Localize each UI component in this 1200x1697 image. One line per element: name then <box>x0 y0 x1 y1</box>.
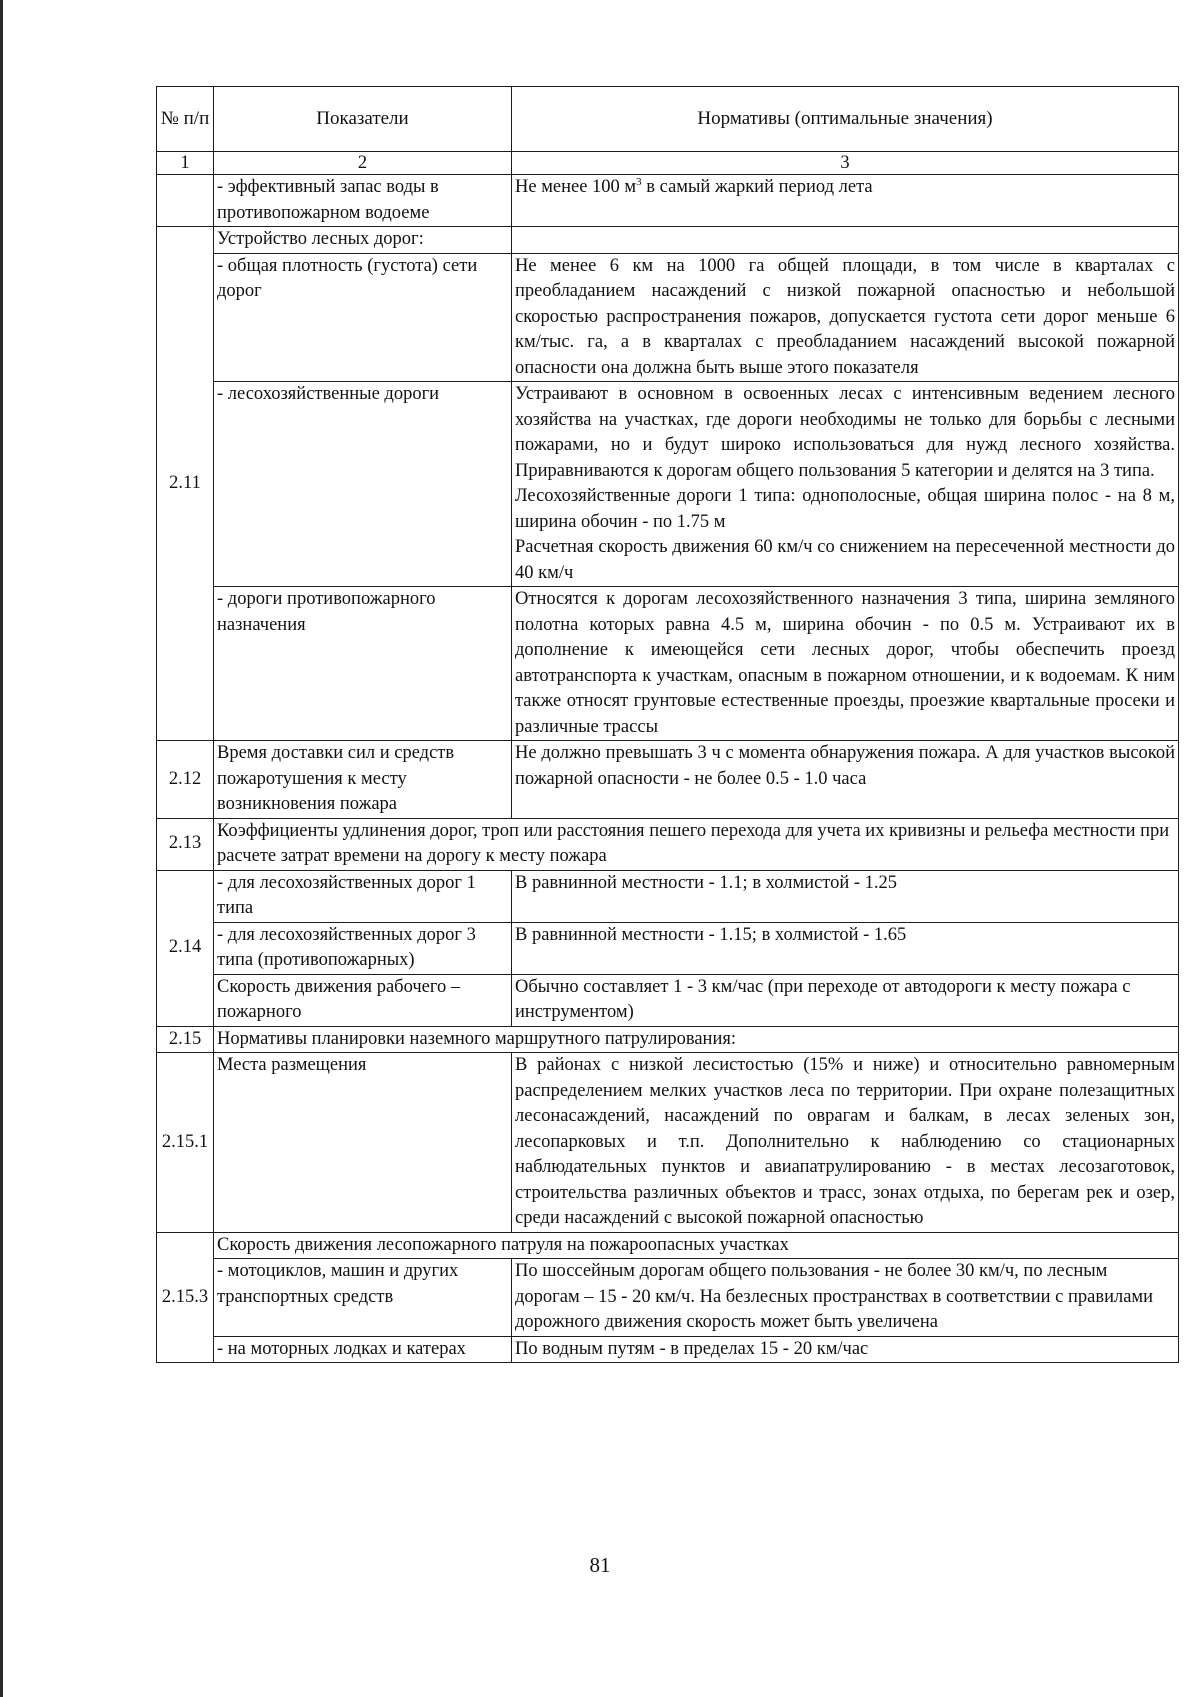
table-row <box>157 1026 1179 1053</box>
column-number-1: 1 <box>157 152 214 175</box>
type1-roads-label: - для лесохозяйственных дорог 1 типа <box>214 870 512 922</box>
column-number-2: 2 <box>214 152 512 175</box>
table-row <box>157 253 1179 382</box>
norms-table <box>156 86 1179 1363</box>
coefficients-text: Коэффициенты удлинения дорог, троп или расстояния пешего перехода для учета их кривизны и рельефа местности при расчете затрат времени на дорогу к месту пожара <box>214 818 1179 870</box>
forest-roads-paragraph-2: Лесохозяйственные дороги 1 типа: однополосные, общая ширина полос - на 8 м, ширина обочин - по 1.75 м <box>515 486 1175 532</box>
roads-heading-value <box>512 227 1179 254</box>
table-row <box>157 870 1179 922</box>
water-value-pre: Не менее 100 м <box>515 177 637 197</box>
patrol-speed-heading: Скорость движения лесопожарного патруля на пожароопасных участках <box>214 1232 1179 1259</box>
fire-roads-value: Относятся к дорогам лесохозяйственного назначения 3 типа, ширина земляного полотна которых равна 4.5 м, ширина обочин - по 0.5 м. Устраивают их в дополнение к имеющейся сети лесных дорог, чтобы обеспечить проезд автотранспорта к участкам, опасным в пожарном отношении, и к водоемам. К ним также относят грунтовые естественные проезды, проезжие квартальные просеки и различные трассы <box>512 587 1179 741</box>
table-row <box>157 1336 1179 1363</box>
table-row <box>157 741 1179 819</box>
type3-roads-value: В равнинной местности - 1.15; в холмистой - 1.65 <box>512 922 1179 974</box>
vehicles-value: По шоссейным дорогам общего пользования - не более 30 км/ч, по лесным дорогам – 15 - 20 км/ч. На безлесных пространствах в соответствии с правилами дорожного движения скорость может быть увеличена <box>512 1259 1179 1337</box>
placement-value: В районах с низкой лесистостью (15% и ниже) и относительно равномерным распределением мелких участков леса по территории. При охране полезащитных лесонасаждений, насаждений по оврагам и балкам, в лесах зеленых зон, лесопарковых и т.п. Дополнительно к наблюдению со стационарных наблюдательных пунктов и авиапатрулированию - в местах лесозаготовок, строительства различных объектов и трасс, зонах отдыха, по берегам рек и озер, среди насаждений с высокой пожарной опасностью <box>512 1053 1179 1233</box>
placement-label: Места размещения <box>214 1053 512 1233</box>
water-value-post: в самый жаркий период лета <box>641 177 873 197</box>
table-row <box>157 1259 1179 1337</box>
type1-roads-value: В равнинной местности - 1.1; в холмистой - 1.25 <box>512 870 1179 922</box>
table-row <box>157 1232 1179 1259</box>
column-number-3: 3 <box>512 152 1179 175</box>
scan-edge-line <box>0 0 3 1697</box>
table-row <box>157 974 1179 1026</box>
forest-roads-paragraph-3: Расчетная скорость движения 60 км/ч со снижением на пересеченной местности до 40 км/ч <box>515 537 1175 583</box>
density-value: Не менее 6 км на 1000 га общей площади, в том числе в кварталах с преобладанием насаждений с низкой пожарной опасностью и небольшой скоростью распространения пожаров, допускается густота сети дорог меньше 6 км/тыс. га, а в кварталах с преобладанием насаждений высокой пожарной опасности она должна быть выше этого показателя <box>512 253 1179 382</box>
header-number: № п/п <box>157 87 214 152</box>
fire-roads-label: - дороги противопожарного назначения <box>214 587 512 741</box>
forest-roads-value <box>512 382 1179 587</box>
table-row <box>157 587 1179 741</box>
density-label: - общая плотность (густота) сети дорог <box>214 253 512 382</box>
table-row <box>157 382 1179 587</box>
table-row <box>157 227 1179 254</box>
row-number-2-11: 2.11 <box>157 227 214 741</box>
header-indicators: Показатели <box>214 87 512 152</box>
worker-speed-value: Обычно составляет 1 - 3 км/час (при переходе от автодороги к месту пожара с инструментом) <box>512 974 1179 1026</box>
row-number-2-12: 2.12 <box>157 741 214 819</box>
header-norms: Нормативы (оптимальные значения) <box>512 87 1179 152</box>
delivery-time-value: Не должно превышать 3 ч с момента обнаружения пожара. А для участков высокой пожарной опасности - не более 0.5 - 1.0 часа <box>512 741 1179 819</box>
type3-roads-label: - для лесохозяйственных дорог 3 типа (противопожарных) <box>214 922 512 974</box>
water-label: - эффективный запас воды в противопожарном водоеме <box>214 175 512 227</box>
row-number-2-15: 2.15 <box>157 1026 214 1053</box>
worker-speed-label: Скорость движения рабочего – пожарного <box>214 974 512 1026</box>
row-number-2-13: 2.13 <box>157 818 214 870</box>
boats-value: По водным путям - в пределах 15 - 20 км/час <box>512 1336 1179 1363</box>
vehicles-label: - мотоциклов, машин и других транспортных средств <box>214 1259 512 1337</box>
boats-label: - на моторных лодках и катерах <box>214 1336 512 1363</box>
row-number-2-15-1: 2.15.1 <box>157 1053 214 1233</box>
row-number-2-15-3: 2.15.3 <box>157 1232 214 1363</box>
table-row <box>157 922 1179 974</box>
table-row <box>157 1053 1179 1233</box>
column-number-row <box>157 152 1179 175</box>
forest-roads-paragraph-1: Устраивают в основном в освоенных лесах с интенсивным ведением лесного хозяйства на участках, где дороги необходимы не только для борьбы с лесными пожарами, но и будут широко использоваться для нужд лесного хозяйства. Приравниваются к дорогам общего пользования 5 категории и делятся на 3 типа. <box>515 384 1175 481</box>
row-number <box>157 175 214 227</box>
table-header-row <box>157 87 1179 152</box>
delivery-time-label: Время доставки сил и средств пожаротушения к месту возникновения пожара <box>214 741 512 819</box>
table-row <box>157 175 1179 227</box>
water-value-sup: 3 <box>636 175 642 188</box>
patrol-norms-text: Нормативы планировки наземного маршрутного патрулирования: <box>214 1026 1179 1053</box>
water-value <box>512 175 1179 227</box>
forest-roads-label: - лесохозяйственные дороги <box>214 382 512 587</box>
page-number: 81 <box>589 1553 611 1577</box>
roads-heading: Устройство лесных дорог: <box>214 227 512 254</box>
table-row <box>157 818 1179 870</box>
row-number-2-14: 2.14 <box>157 870 214 1026</box>
